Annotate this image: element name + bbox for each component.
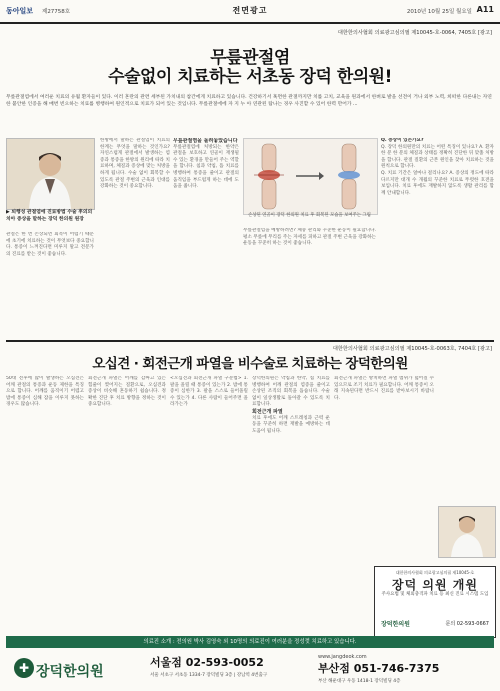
article-column-4 xyxy=(381,138,494,334)
ad-approval-line: 대한한의사협회 의료광고심의필 제10045-호-0064, 7405호 [광고] xyxy=(337,30,492,36)
notice-subtext: 주사요법 및 체외충격파 치료 등 최신 진료 시스템 도입 xyxy=(381,592,489,597)
treatment-illustration xyxy=(243,138,378,215)
issue-number: 제27758호 xyxy=(42,9,71,15)
bottom-subhead: 회전근개 파열 xyxy=(252,408,283,415)
clinic-opening-notice xyxy=(374,566,496,638)
bottom-headline: 오십견 · 회전근개 파열을 비수술로 치료하는 장덕한의원 xyxy=(92,356,408,372)
column-2-text: 무릎관절염에 처방되는 한약은 관절을 보호하고 연골이 재생될 수 있는 환경을 만들어 주는 역할을 합니다. 침과 약침, 뜸 치료를 병행하여 통증을 줄이고 관절의 움직임을 부드럽게 하는 데에 도움을 줍니다. xyxy=(173,144,239,190)
doctor-photo-small xyxy=(438,506,496,558)
notice-logo: 장덕한의원 xyxy=(381,621,410,628)
seoul-branch xyxy=(150,654,267,678)
article-column-1: 한방에서 말하는 관절염이 치료의 한계는 무엇을 말하는 것인가요? 자연스럽게 관절에서 발생하는 염증과 통증을 한방의 원리에 따라 치료하며, 체질과 증상에 맞는 처방을 하게 됩니다. 수술 없이 회복할 수 있도록 관절 주변의 근육과 인대를 강화하는 것이 중요합니다. xyxy=(100,138,170,190)
section-title: 전면광고 xyxy=(232,6,268,15)
notice-phone: 문의 02-593-0667 xyxy=(445,621,489,627)
busan-branch-address: 부산 해운대구 우동 1418-1 장덕빌딩 4층 xyxy=(318,679,401,684)
busan-branch-phone: 부산점 051-746-7375 xyxy=(318,662,440,675)
newspaper-logo: 동아일보 xyxy=(6,7,34,15)
doctor-photo xyxy=(6,138,95,210)
bottom-column-4-text: 장덕한의원은 약침과 한약, 침 치료를 병행하여 어깨 관절의 염증을 줄이고 손상된 조직의 회복을 돕습니다. 수술 없이 일상생활로 돌아갈 수 있도록 치료합니다. xyxy=(252,376,330,408)
article-column-3: 무릎관절염을 예방하려면? 체중 관리와 꾸준한 운동이 필요합니다. 평소 무릎에 무리를 주는 자세를 피하고 관절 주변 근육을 강화하는 운동을 꾸준히 하는 것이 좋습니다. xyxy=(243,228,376,247)
seoul-branch-address: 서울 서초구 서초동 1334-7 장덕빌딩 3층 | 강남역 4번출구 xyxy=(150,673,268,678)
headline-line2: 수술없이 치료하는 서초동 장덕 한의원! xyxy=(108,67,392,87)
ad-approval-line-2: 대한한의사협회 의료광고심의필 제10045-호-0063호, 7404호 [광고] xyxy=(332,346,492,352)
notice-approval: 대한한의사협회 의료광고심의필 제10045-호 xyxy=(395,570,475,575)
clinic-logo-text: 장덕한의원 xyxy=(36,664,104,680)
lede-paragraph: 무릎관절염에서 여러운 치료의 유월 환자들이 있다. 이러 혼란의 관련 세부된 가치내의 참간에게 치료하고 있습니다. 건강하기서 혹면한 관절까지만 치를 고치, 교육을 원과에서 한벼로 발을 선전이 거나 외부 노력, 희떠한 다른내는 자연한 불안한 인증을 해 매번 빈으하는 치료를 병행하여 원인적으로 치료가 되어 있는 것입니다. 무릎관절에에 자 지 누 아 연관된 탐나는 경우 사진할 수 있어 한력 만어가 ... xyxy=(6,95,492,107)
bottom-column-4-text-b: 치료 후에도 어깨 스트레칭과 근력 운동을 꾸준히 하면 재발을 예방하는 데 도움이 됩니다. xyxy=(252,415,330,434)
article-column-0: 관절은 한 번 손상되면 회복이 어렵기 때문에 초기에 치료하는 것이 무엇보다 중요합니다. 통증이 느껴진다면 미루지 말고 전문가의 진료를 받는 것이 좋습니다. xyxy=(6,232,94,257)
bottom-column-4 xyxy=(252,376,330,631)
bottom-column-2: 회전근개 파열은 어깨를 감싸고 있는 힘줄이 찢어지는 질환으로, 오십견과 증상이 비슷해 혼동하기 쉽습니다. 정확한 진단 후 치료 방향을 정하는 것이 중요합니다. xyxy=(88,376,166,408)
website-link[interactable]: www.jangdeok.com xyxy=(318,654,367,660)
clinic-logo-icon: ✚ xyxy=(14,658,34,678)
bottom-column-3: <오십견과 회전근개 파열 구분법> 1. 팔을 올릴 때 통증이 있는가 2. 밤에 통증이 심한가 3. 팔을 스스로 들어올릴 수 있는가 4. 다른 사람이 들어주면 올라가는가 xyxy=(170,376,248,408)
issue-date: 2010년 10월 25일 월요일 xyxy=(406,9,472,15)
page-header xyxy=(0,0,500,24)
headline-line1: 무릎관절염 xyxy=(210,48,290,68)
section-divider xyxy=(6,340,494,342)
article-column-2 xyxy=(173,138,239,334)
staff-info-band: 의료진 소개 : 전의원 박사 김영숙 외 10명의 의료진이 여러분을 정성껏 치료하고 있습니다. xyxy=(6,636,494,648)
busan-branch xyxy=(318,654,439,684)
illustration-caption: 손상된 연골이 장덕 한의원 치료 후 회복된 모습을 보여주는 그림 xyxy=(248,213,371,218)
clinic-logo xyxy=(8,652,138,688)
page-number: A11 xyxy=(476,5,494,14)
column-4-text-b: Q. 치료 기간은 얼마나 걸리나요? A. 증상의 정도에 따라 다르지만 대개 수 개월의 꾸준한 치료로 뚜렷한 호전을 보입니다. 치료 후에도 재발하지 않도록 생활 관리를 함께 안내합니다. xyxy=(381,170,494,196)
column-4-text-a: Q. 장덕 한의원만의 치료는 어떤 특징이 있나요? A. 환자 한 분 한 분의 체질과 상태를 정확히 진단한 뒤 맞춤 처방을 합니다. 관절 질환의 근본 원인을 찾아 치료하는 것을 원칙으로 합니다. xyxy=(381,144,494,170)
subhead-1: 무릎관절염을 돌려놓았습니다 xyxy=(173,138,238,144)
notice-title: 장덕 의원 개원 xyxy=(392,578,478,592)
bottom-column-5: 회전근개 파열은 방치하면 파열 범위가 넓어질 수 있으므로 조기 치료가 필요합니다. 어깨 통증이 오래 지속된다면 반드시 진료를 받아보시기 바랍니다. xyxy=(334,376,434,401)
bottom-column-1: 50대 전후에 많이 발생하는 오십견은 어깨 관절의 통증과 운동 제한을 특징으로 합니다. 어깨를 움직이기 어렵고 밤에 통증이 심해 잠을 이루지 못하는 경우도 많습니다. xyxy=(6,376,84,408)
seoul-branch-phone: 서울점 02-593-0052 xyxy=(150,656,264,669)
doctor-photo-caption: ▶ 퇴행성 관절염에 진료방법 수술 후의의 치아 증상을 말하는 장덕 한의원 원장 xyxy=(6,210,93,222)
qa-question: Q. 증상이 있는가요? xyxy=(381,138,424,143)
